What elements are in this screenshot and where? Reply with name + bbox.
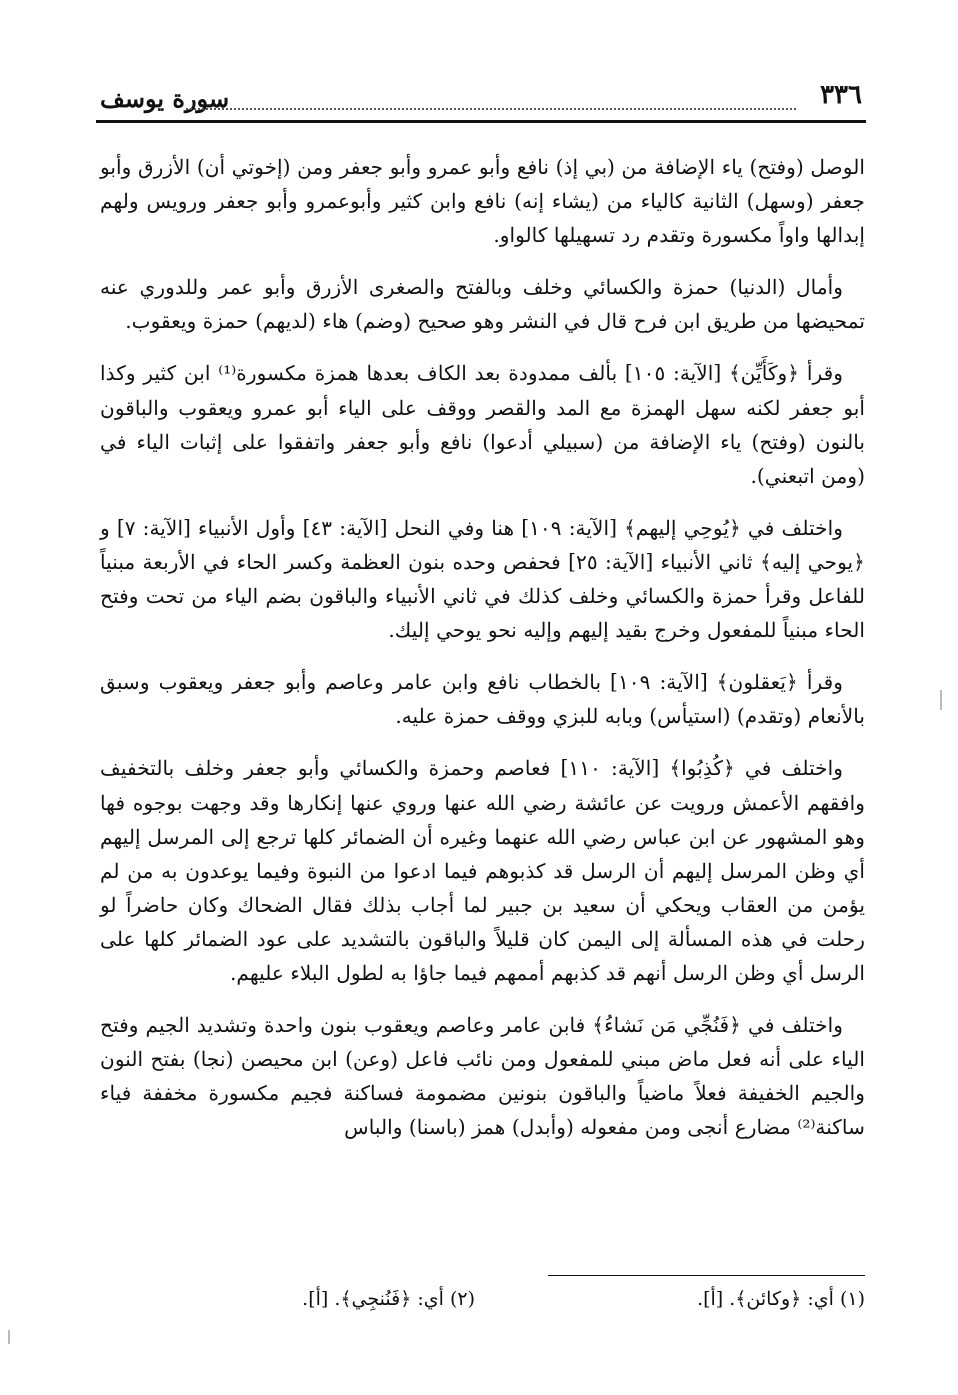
page-header	[96, 80, 866, 120]
paragraph: وقرأ ﴿وكَأَيِّن﴾ [الآية: ١٠٥] بألف ممدودة بعد الكاف بعدها همزة مكسورة⁽¹⁾ ابن كثير وكذا أبو جعفر لكنه سهل الهمزة مع المد والقصر ووقف على الياء أبو عمرو ويعقوب والباقون بالنون (وفتح) ياء الإضافة من (سبيلي أدعوا) نافع وأبو جعفر واتفقوا على إثبات الياء في (ومن اتبعني).	[100, 361, 865, 488]
scan-speck	[940, 690, 942, 710]
main-text	[100, 150, 865, 1162]
paragraph: وقرأ ﴿يَعقلون﴾ [الآية: ١٠٩] بالخطاب نافع وابن عامر وعاصم وأبو جعفر ويعقوب وسبق بالأنعام (وتقدم) (استيأس) وبابه للبزي ووقف حمزة عليه.	[100, 670, 865, 729]
paragraph: الوصل (وفتح) ياء الإضافة من (بي إذ) نافع وأبو عمرو وأبو جعفر ومن (إخوتي أن) الأزرق وأبو جعفر (وسهل) الثانية كالياء من (يشاء إنه) نافع وابن كثير وأبوعمرو وأبو جعفر ورويس ولهم إبدالها واواً مكسورة وتقدم رد تسهيلها كالواو.	[100, 155, 865, 248]
paragraph: واختلف في ﴿يُوحِي إليهم﴾ [الآية: ١٠٩] هنا وفي النحل [الآية: ٤٣] وأول الأنبياء [الآية: ٧] و ﴿يوحي إليه﴾ ثاني الأنبياء [الآية: ٢٥] فحفص وحده بنون العظمة وكسر الحاء في الأربعة مبنياً للفاعل وقرأ حمزة والكسائي وخلف كذلك في ثاني الأنبياء والباقون بضم الياء من تحت وفتح الحاء مبنياً للمفعول وخرج بقيد إليهم وإليه نحو يوحي إليك.	[100, 515, 865, 643]
paragraph: واختلف في ﴿فَنُجِّي مَن نَشاءُ﴾ فابن عامر وعاصم ويعقوب بنون واحدة وتشديد الجيم وفتح الياء على أنه فعل ماض مبني للمفعول ومن نائب فاعل (وعن) ابن محيصن (نجا) بفتح النون والجيم الخفيفة فعلاً ماضياً والباقون بنونين مضمومة فساكنة فجيم مكسورة مخففة فياء ساكنة⁽²⁾ مضارع أنجى ومن مفعوله (وأبدل) همز (باسنا) والباس	[100, 1013, 865, 1140]
surah-title: سورة يوسف	[100, 84, 230, 113]
footnote-1: (١) أي: ﴿وكائن﴾. [أ].	[697, 1288, 865, 1310]
paragraph: وأمال (الدنيا) حمزة والكسائي وخلف وبالفتح والصغرى الأزرق وأبو عمر وللدوري عنه تمحيضها من طريق ابن فرح قال في النشر وهو صحيح (وضم) هاء (لديهم) حمزة ويعقوب.	[100, 275, 865, 334]
paragraph: واختلف في ﴿كُذِبُوا﴾ [الآية: ١١٠] فعاصم وحمزة والكسائي وأبو جعفر وخلف بالتخفيف وافقهم الأعمش ورويت عن عائشة رضي الله عنها وروي عنها إنكارها وقد وجهت بوجوه فها وهو المشهور عن ابن عباس رضي الله عنهما وغيره أن الضمائر كلها ترجع إلى المرسل إليهم أي وظن المرسل إليهم أن الرسل قد كذبوهم فيما ادعوا من النبوة وفيما يوعدون به من لم يؤمن من العقاب ويحكي أن سعيد بن جبير لما أجاب بذلك فقال الضحاك وكان حاضراً لو رحلت في هذه المسألة إلى اليمن كان قليلاً والباقون بالتشديد على عود الضمائر كلها على الرسل أي وظن الرسل أنهم قد كذبهم أممهم فيما جاؤا به لطول البلاء عليهم.	[100, 756, 865, 985]
footnote-rule	[548, 1275, 865, 1276]
footnote-2: (٢) أي: ﴿فَنُنجِي﴾. [أ].	[302, 1288, 475, 1310]
header-dotted-leader	[186, 108, 796, 110]
scan-speck	[8, 1330, 10, 1344]
footnotes	[100, 1288, 865, 1322]
page-number: ٣٣٦	[820, 80, 862, 110]
header-rule	[96, 120, 866, 123]
